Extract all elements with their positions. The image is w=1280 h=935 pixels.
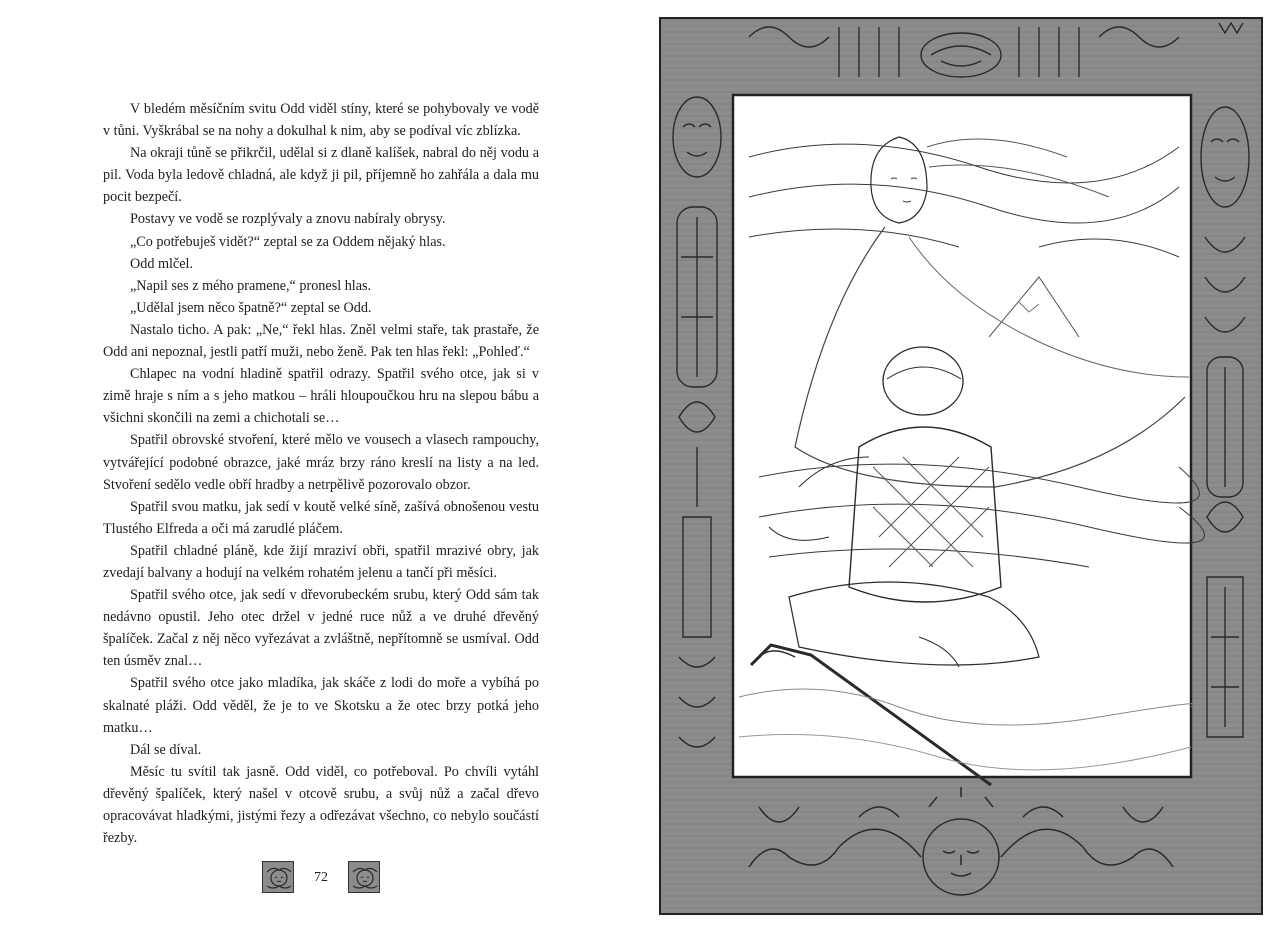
paragraph: Odd mlčel.	[130, 255, 194, 272]
paragraph: Spatřil svou matku, jak sedí v koutě velké síně, zašívá obnošenou vestu Tlustého Elfreda a oči má zarudlé pláčem.	[103, 498, 539, 537]
paragraph: Nastalo ticho. A pak: „Ne,“ řekl hlas. Zněl velmi staře, tak prastaře, že Odd ani nepoznal, jestli patří muži, nebo ženě. Pak ten hlas řekl: „Pohleď.“	[103, 321, 539, 361]
paragraph: Spatřil chladné pláně, kde žijí mraziví obři, spatřil mrazivé obry, jak zvedají balvany a hodují na velkém rohatém jelenu a tančí při měsíci.	[103, 542, 539, 581]
carved-face-ornament-icon	[262, 861, 294, 893]
paragraph: „Udělal jsem něco špatně?“ zeptal se Odd.	[130, 299, 372, 316]
paragraph: Spatřil svého otce jako mladíka, jak skáče z lodi do moře a vybíhá po skalnaté pláži. Odd věděl, že je to ve Skotsku a že otec brzy potká jeho matku…	[103, 675, 539, 736]
carved-face-ornament-icon	[348, 861, 380, 893]
paragraph: Dál se díval.	[130, 741, 202, 758]
paragraph: Na okraji tůně se přikrčil, udělal si z dlaně kalíšek, nabral do něj vodu a pil. Voda byla ledově chladná, ale když ji pil, příjemně ho zahřála a dala mu pocit bezpečí.	[103, 145, 539, 206]
folio	[262, 861, 380, 895]
paragraph: Spatřil svého otce, jak sedí v dřevorubeckém srubu, který Odd sám tak nedávno opustil. Jeho otec držel v jedné ruce nůž a ve druhé dřevěný špalíček. Začal z něj něco vyřezávat a zvláštně, nepřítomně se usmíval. Odd ten úsměv znal…	[103, 587, 539, 670]
page-number: 72	[314, 870, 328, 885]
paragraph: „Napil ses z mého pramene,“ pronesl hlas.	[130, 277, 372, 294]
paragraph: Spatřil obrovské stvoření, které mělo ve vousech a vlasech rampouchy, vytvářející podobné obrazce, jaké mráz brzy ráno kreslí na listy a na led. Stvoření sedělo vedle obří hradby a netrpělivě pozorovalo obzor.	[103, 432, 539, 493]
paragraph: Postavy ve vodě se rozplývaly a znovu nabíraly obrysy.	[130, 211, 446, 228]
paragraph: Chlapec na vodní hladině spatřil odrazy. Spatřil svého otce, jak si v zimě hraje s ním a s jeho matkou – hráli hloupoučkou hru na slepou bábu a všichni skončili na zemi a chichotali se…	[103, 366, 539, 427]
body-text	[103, 98, 539, 849]
illustration	[659, 17, 1263, 915]
paragraph: „Co potřebuješ vidět?“ zeptal se za Oddem nějaký hlas.	[130, 233, 446, 250]
paragraph: Měsíc tu svítil tak jasně. Odd viděl, co potřeboval. Po chvíli vytáhl dřevěný špalíček, který našel v otcově srubu, a svůj nůž a začal dřevo opracovávat hladkými, jistými řezy a odřezávat všechno, co nebylo součástí řezby.	[103, 763, 539, 847]
paragraph: V bledém měsíčním svitu Odd viděl stíny, které se pohybovaly ve vodě v tůni. Vyškrábal se na nohy a dokulhal k nim, aby se podíval víc zblízka.	[103, 101, 539, 140]
